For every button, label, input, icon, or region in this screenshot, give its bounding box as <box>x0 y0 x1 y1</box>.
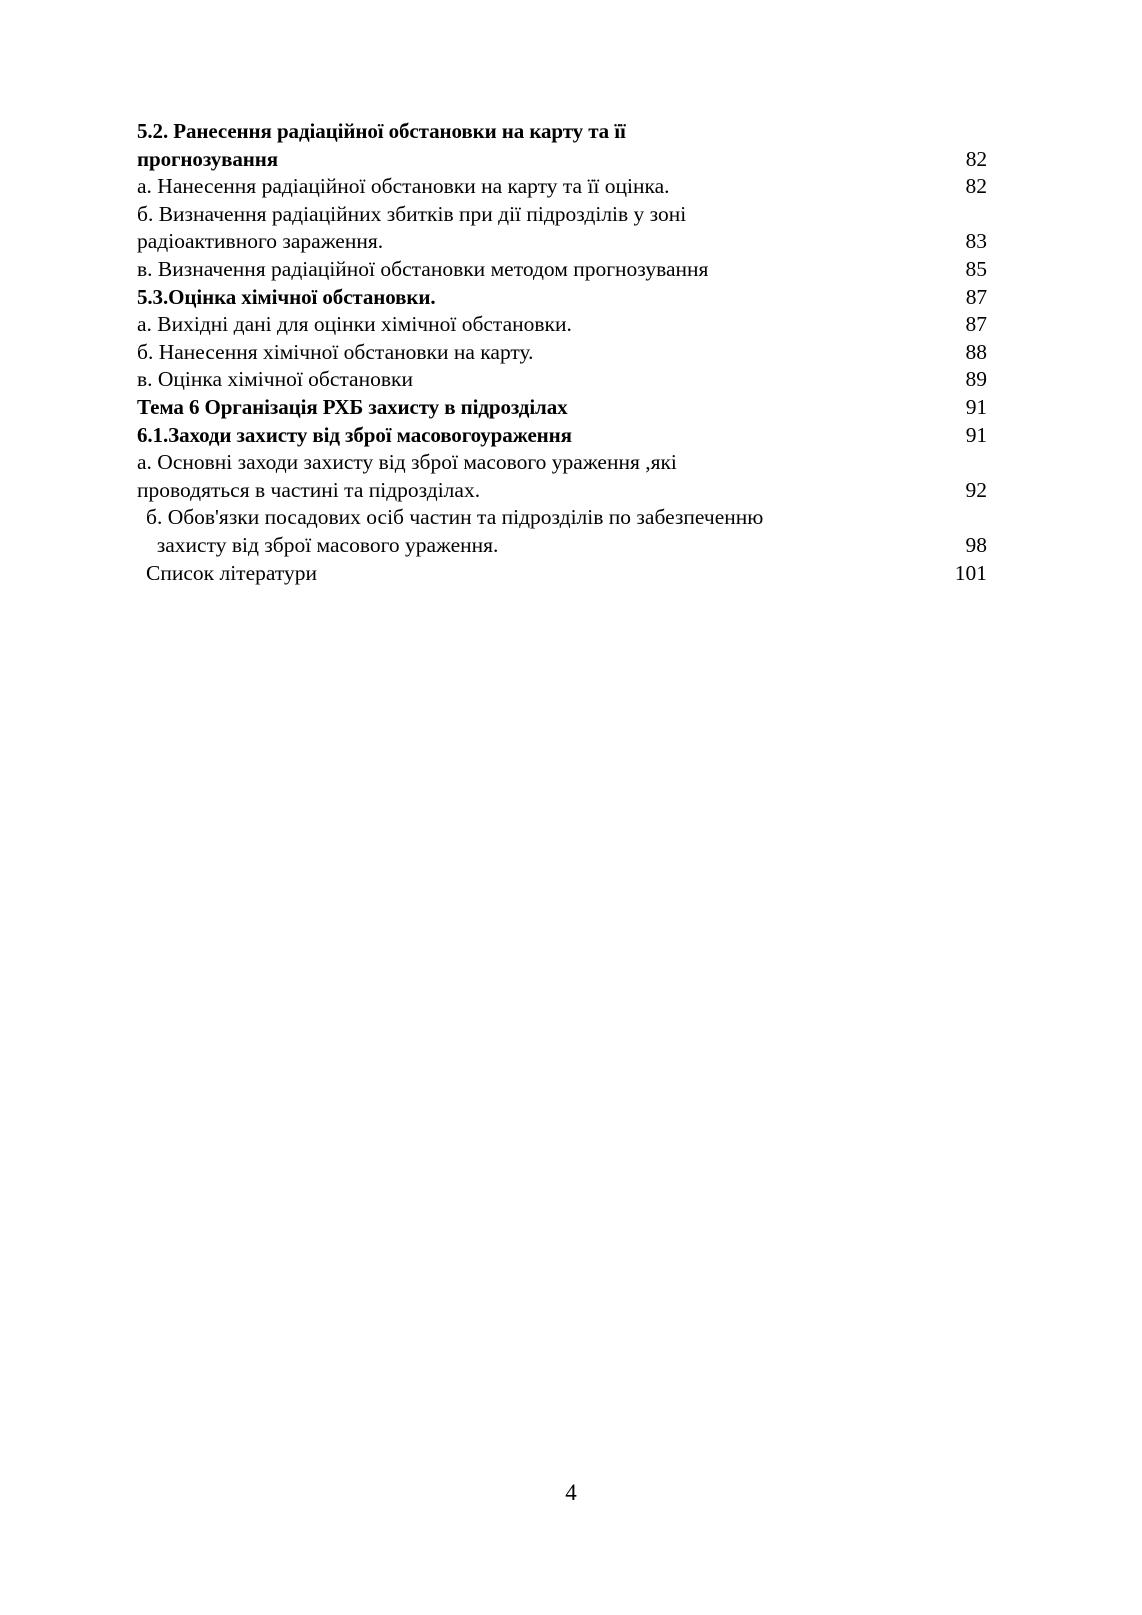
toc-page-number: 98 <box>965 532 987 557</box>
toc-page-number: 101 <box>954 560 987 585</box>
toc-page-number: 87 <box>965 312 987 337</box>
toc-page-number: 91 <box>965 394 987 419</box>
toc-entry[interactable] <box>137 449 987 504</box>
toc-page-number: 82 <box>965 146 987 171</box>
toc-entry[interactable] <box>137 311 987 339</box>
toc-entry-line: проводяться в частині та підрозділах. 92 <box>137 477 987 505</box>
toc-page-number: 85 <box>965 256 987 281</box>
toc-entry[interactable] <box>137 504 987 559</box>
toc-entry-line: в. Оцінка хімічної обстановки 89 <box>137 366 987 394</box>
toc-entry[interactable] <box>137 201 987 256</box>
toc-entry-line: 5.2. Ранесення радіаційної обстановки на карту та її <box>137 119 626 143</box>
toc-entry[interactable] <box>137 394 987 422</box>
toc-entry-line: прогнозування 82 <box>137 146 987 174</box>
toc-entry[interactable] <box>137 256 987 284</box>
toc-page-number: 83 <box>965 229 987 254</box>
table-of-contents <box>137 118 987 587</box>
toc-entry-line: 5.3.Оцінка хімічної обстановки. 87 <box>137 284 987 312</box>
toc-page-number: 89 <box>965 367 987 392</box>
toc-entry-line: радіоактивного зараження. 83 <box>137 228 987 256</box>
toc-entry[interactable] <box>137 366 987 394</box>
toc-entry-line: а. Вихідні дані для оцінки хімічної обстановки. 87 <box>137 311 987 339</box>
toc-entry[interactable] <box>137 339 987 367</box>
page-footer <box>0 1478 1142 1508</box>
toc-entry[interactable] <box>137 118 987 173</box>
toc-page-number: 82 <box>965 174 987 199</box>
toc-entry-line: а. Нанесення радіаційної обстановки на карту та її оцінка. 82 <box>137 173 987 201</box>
toc-entry-line: б. Нанесення хімічної обстановки на карту. 88 <box>137 339 987 367</box>
toc-entry-line: в. Визначення радіаційної обстановки методом прогнозування 85 <box>137 256 987 284</box>
toc-entry-line: б. Обов'язки посадових осіб частин та підрозділів по забезпеченню <box>146 505 764 530</box>
toc-entry[interactable] <box>137 284 987 312</box>
toc-page-number: 88 <box>965 339 987 364</box>
toc-entry-line: захисту від зброї масового ураження. 98 <box>137 532 987 560</box>
toc-entry-line: 6.1.Заходи захисту від зброї масовогоураження 91 <box>137 422 987 450</box>
toc-entry[interactable] <box>137 173 987 201</box>
footer-page-number: 4 <box>565 1480 577 1505</box>
toc-page-number: 92 <box>965 477 987 502</box>
toc-entry[interactable] <box>137 422 987 450</box>
toc-page-number: 91 <box>965 422 987 447</box>
toc-entry-line: Тема 6 Організація РХБ захисту в підрозділах 91 <box>137 394 987 422</box>
toc-entry-line: Список літератури 101 <box>137 560 987 588</box>
toc-entry-line: б. Визначення радіаційних збитків при дії підрозділів у зоні <box>137 201 687 226</box>
toc-entry-line: а. Основні заходи захисту від зброї масового ураження ,які <box>137 450 677 475</box>
toc-page-number: 87 <box>965 284 987 309</box>
toc-entry[interactable] <box>137 560 987 588</box>
